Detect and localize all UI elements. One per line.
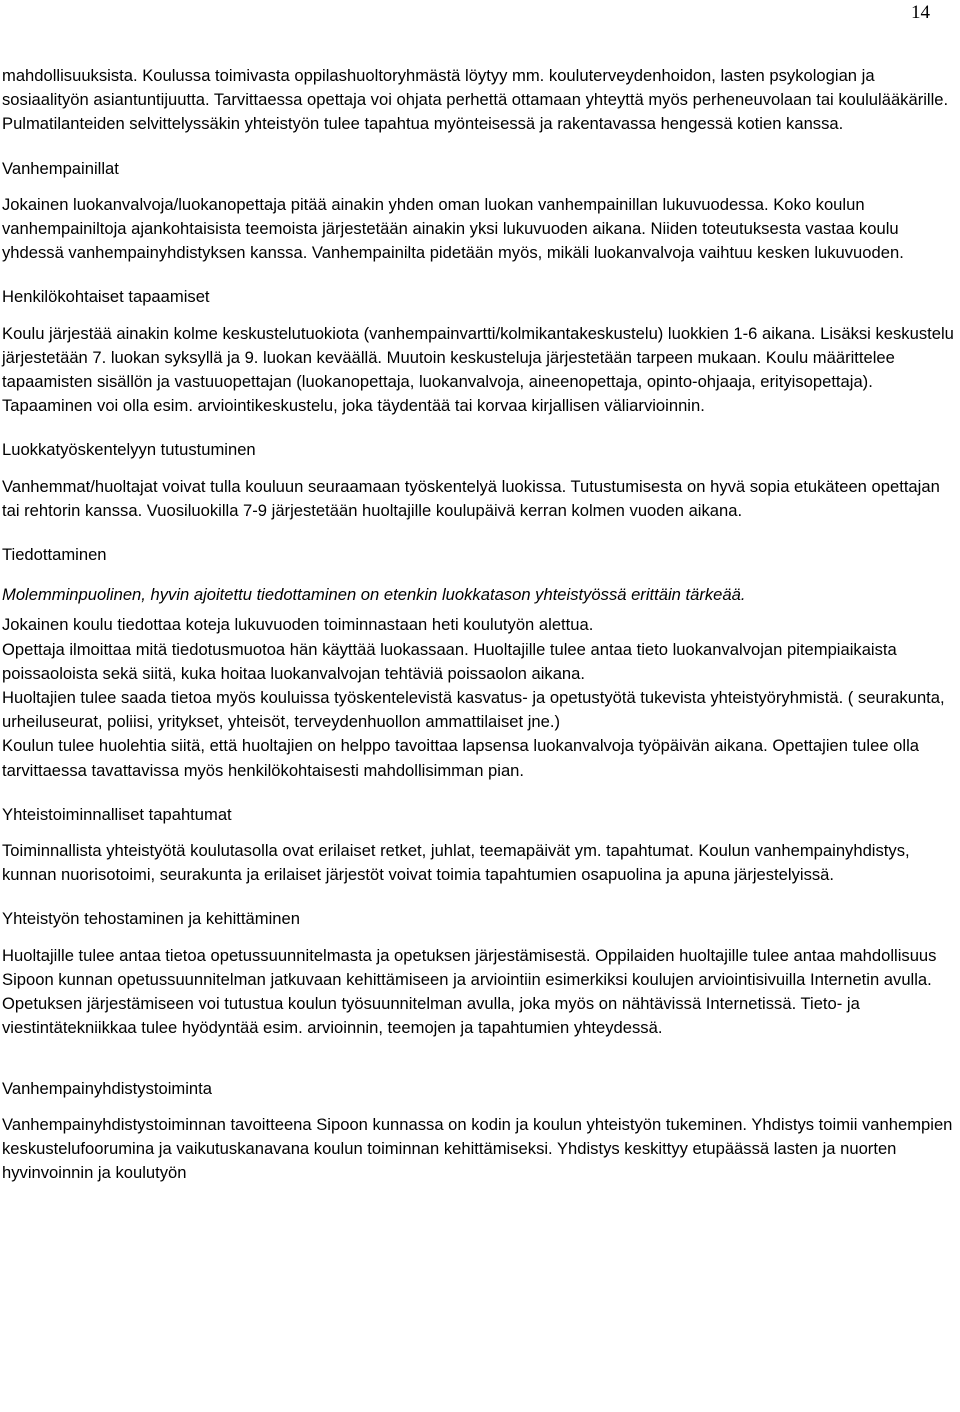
- heading-vanhempainyhdistystoiminta: Vanhempainyhdistystoiminta: [2, 1078, 212, 1098]
- heading-yhteistoiminnalliset: Yhteistoiminnalliset tapahtumat: [2, 804, 232, 824]
- paragraph-tiedottaminen-italic: Molemminpuolinen, hyvin ajoitettu tiedottaminen on etenkin luokkatason yhteistyössä erittäin tärkeää.: [2, 585, 746, 605]
- page-number: 14: [911, 2, 930, 23]
- paragraph-yhteistoiminnalliset: Toiminnallista yhteistyötä koulutasolla ovat erilaiset retket, juhlat, teemapäivät ym. tapahtumat. Koulun vanhempainyhdistys, kunnan nuorisotoimi, seurakunta ja erilaiset järjestöt voivat toimia tapahtumien osapuolina ja apuna järjestelyissä.: [2, 841, 910, 885]
- paragraph-henkilokohtaiset-tapaamiset: Koulu järjestää ainakin kolme keskustelutuokiota (vanhempainvartti/kolmikantakeskustelu) luokkien 1-6 aikana. Lisäksi keskustelu järjestetään 7. luokan syksyllä ja 9. luokan keväällä. Muutoin keskusteluja järjestetään tarpeen mukaan. Koulu määrittelee tapaamisten sisällön ja vastuuopettajan (luokanopettaja, luokanvalvoja, aineenopettaja, opinto-ohjaaja, erityisopettaja). Tapaaminen voi olla esim. arviointikeskustelu, joka täydentää tai korvaa kirjallisen väliarvioinnin.: [2, 323, 954, 416]
- paragraph-vanhempainillat: Jokainen luokanvalvoja/luokanopettaja pitää ainakin yhden oman luokan vanhempainillan lukuvuodessa. Koko koulun vanhempainiltoja ajankohtaisista teemoista järjestetään ainakin yksi lukuvuoden aikana. Niiden toteutuksesta vastaa koulu yhdessä vanhempainyhdistyksen kanssa. Vanhempainilta pidetään myös, mikäli luokanvalvoja vaihtuu kesken lukuvuoden.: [2, 194, 904, 263]
- paragraph-luokkatyoskentely: Vanhemmat/huoltajat voivat tulla kouluun seuraamaan työskentelyä luokissa. Tutustumisesta on hyvä sopia etukäteen opettajan tai rehtorin kanssa. Vuosiluokilla 7-9 järjestetään huoltajille koulupäivä kerran kolmen vuoden aikana.: [2, 476, 940, 520]
- heading-luokkatyoskentely: Luokkatyöskentelyyn tutustuminen: [2, 440, 256, 460]
- document-body: [2, 64, 958, 1185]
- paragraph-tehostaminen: Huoltajille tulee antaa tietoa opetussuunnitelmasta ja opetuksen järjestämisestä. Oppilaiden huoltajille tulee antaa mahdollisuus Sipoon kunnan opetussuunnitelman jatkuvaan kehittämiseen ja arviointiin esimerkiksi koulujen arviointisivuilla Internetin avulla. Opetuksen järjestämiseen voi tutustua koulun työsuunnitelman avulla, joka myös on nähtävissä Internetissä. Tieto- ja viestintätekniikkaa tulee hyödyntää esim. arvioinnin, teemojen ja tapahtumien yhteydessä.: [2, 945, 937, 1038]
- paragraph-tiedottaminen-4: Koulun tulee huolehtia siitä, että huoltajien on helppo tavoittaa lapsensa luokanvalvoja työpäivän aikana. Opettajien tulee olla tarvittaessa tavattavissa myös henkilökohtaisesti mahdollisimman pian.: [2, 736, 919, 780]
- paragraph-tiedottaminen-3: Huoltajien tulee saada tietoa myös kouluissa työskentelevistä kasvatus- ja opetustyötä tukevista yhteistyöryhmistä. ( seurakunta, urheiluseurat, poliisi, yritykset, yhteisöt, terveydenhuollon ammattilaiset jne.): [2, 688, 945, 732]
- paragraph-tiedottaminen-1: Jokainen koulu tiedottaa koteja lukuvuoden toiminnastaan heti koulutyön alettua.: [2, 615, 594, 635]
- paragraph-tiedottaminen-2: Opettaja ilmoittaa mitä tiedotusmuotoa hän käyttää luokassaan. Huoltajille tulee antaa tieto luokanvalvojan pitempiaikaista poissaoloista sekä siitä, kuka hoitaa luokanvalvojan tehtäviä poissaolon aikana.: [2, 639, 897, 683]
- heading-tehostaminen: Yhteistyön tehostaminen ja kehittäminen: [2, 909, 300, 929]
- intro-paragraph: mahdollisuuksista. Koulussa toimivasta oppilashuoltoryhmästä löytyy mm. kouluterveydenhoidon, lasten psykologian ja sosiaalityön asiantuntijuutta. Tarvittaessa opettaja voi ohjata perhettä ottamaan yhteyttä myös perheneuvolaan tai koululääkärille. Pulmatilanteiden selvittelyssäkin yhteistyön tulee tapahtua myönteisessä ja rakentavassa hengessä kotien kanssa.: [2, 66, 949, 134]
- paragraph-vanhempainyhdistystoiminta: Vanhempainyhdistystoiminnan tavoitteena Sipoon kunnassa on kodin ja koulun yhteistyön tukeminen. Yhdistys toimii vanhempien keskustelufoorumina ja vaikutuskanavana koulun toiminnan kehittämiseksi. Yhdistys keskittyy etupäässä lasten ja nuorten hyvinvoinnin ja koulutyön: [2, 1114, 953, 1183]
- heading-vanhempainillat: Vanhempainillat: [2, 158, 119, 178]
- heading-henkilokohtaiset-tapaamiset: Henkilökohtaiset tapaamiset: [2, 287, 210, 307]
- heading-tiedottaminen: Tiedottaminen: [2, 545, 107, 565]
